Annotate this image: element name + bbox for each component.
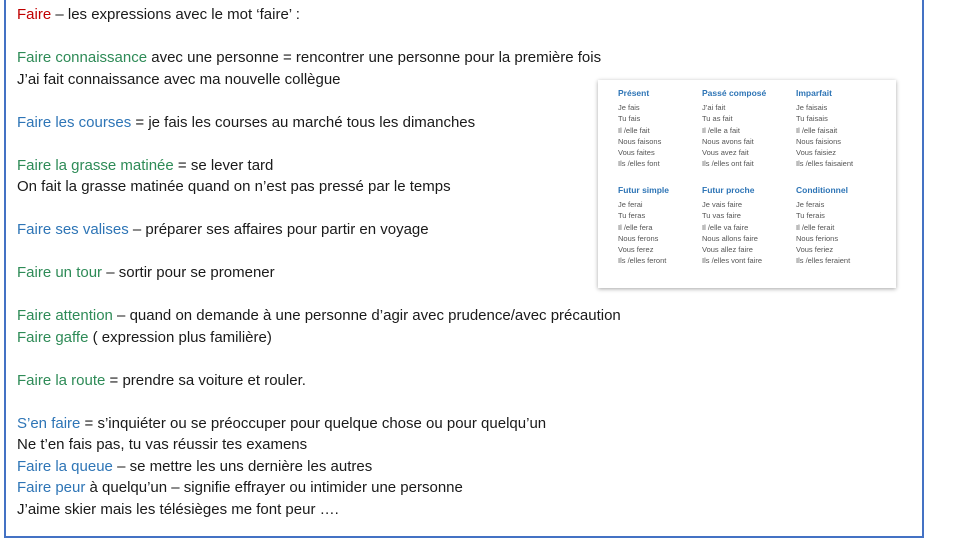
conj-form: Tu vas faire bbox=[702, 211, 741, 221]
expression-rest: – se mettre les uns dernière les autres bbox=[112, 457, 373, 475]
conj-form: Nous allons faire bbox=[702, 233, 758, 243]
expression-rest: Ne t’en fais pas, tu vas réussir tes examens bbox=[17, 436, 308, 453]
conj-header: Passé composé bbox=[702, 88, 767, 98]
expression-key: Faire la grasse matinée bbox=[17, 156, 174, 174]
expression-rest: J’ai fait connaissance avec ma nouvelle collègue bbox=[17, 70, 341, 88]
title-rest: – les expressions avec le mot ‘faire’ : bbox=[51, 6, 300, 23]
conj-form: Vous avez fait bbox=[702, 148, 749, 158]
expression-key: Faire peur bbox=[17, 479, 86, 496]
conj-form: Je faisais bbox=[796, 103, 828, 112]
conj-form: Ils /elles ont fait bbox=[702, 159, 754, 169]
conj-form: Ils /elles font bbox=[618, 159, 660, 169]
expression-rest: avec une personne = rencontrer une personne pour la première fois bbox=[147, 49, 602, 66]
expression-line bbox=[17, 413, 717, 435]
conj-form: Je ferai bbox=[618, 200, 643, 209]
conj-form: Tu fais bbox=[618, 114, 641, 124]
conj-col-futur-proche bbox=[702, 185, 794, 267]
conj-header: Futur simple bbox=[618, 185, 670, 195]
expression-rest: ( expression plus familière) bbox=[88, 328, 272, 346]
conj-form: Vous faisiez bbox=[796, 148, 837, 158]
expression-rest: = je fais les courses au marché tous les dimanches bbox=[131, 113, 476, 131]
conj-form: Vous faites bbox=[618, 148, 655, 158]
conj-form: Vous allez faire bbox=[702, 245, 753, 255]
conj-form: Vous feriez bbox=[796, 245, 834, 255]
title-line bbox=[17, 4, 717, 26]
expression-key: Faire un tour bbox=[17, 264, 103, 281]
conj-form: Je vais faire bbox=[702, 200, 743, 209]
expression-line bbox=[17, 47, 717, 69]
conj-form: Nous ferions bbox=[796, 233, 839, 243]
expression-rest: à quelqu’un – signifie effrayer ou intimider une personne bbox=[85, 479, 463, 496]
conj-form: Ils /elles faisaient bbox=[796, 159, 854, 169]
conj-form: Nous avons fait bbox=[702, 136, 754, 146]
conj-form: Tu faisais bbox=[796, 114, 828, 124]
expression-line bbox=[17, 456, 717, 478]
conj-form: Je ferais bbox=[796, 200, 825, 209]
expression-line bbox=[17, 327, 717, 349]
expression-line bbox=[17, 305, 717, 327]
title-word: Faire bbox=[17, 6, 52, 23]
conj-header: Présent bbox=[618, 88, 650, 98]
conj-form: Ils /elles feraient bbox=[796, 256, 851, 266]
conj-form: Il /elle a fait bbox=[702, 125, 740, 135]
conj-col-imparfait bbox=[796, 88, 888, 170]
expression-key: Faire connaissance bbox=[17, 49, 148, 66]
conj-form: Nous faisons bbox=[618, 136, 662, 146]
expression-line bbox=[17, 370, 717, 392]
expression-rest: – quand on demande à une personne d’agir avec prudence/avec précaution bbox=[112, 307, 621, 324]
conj-form: Nous faisions bbox=[796, 136, 842, 146]
expression-key: Faire gaffe bbox=[17, 328, 89, 346]
conj-form: Il /elle ferait bbox=[796, 222, 835, 232]
expression-key: Faire attention bbox=[17, 307, 113, 324]
expression-rest: – sortir pour se promener bbox=[102, 264, 275, 281]
conj-form: Vous ferez bbox=[618, 245, 654, 255]
conj-form: Ils /elles feront bbox=[618, 256, 667, 266]
conj-form: Nous ferons bbox=[618, 233, 659, 243]
expression-rest: = prendre sa voiture et rouler. bbox=[105, 371, 306, 389]
conj-form: Il /elle fera bbox=[618, 222, 653, 232]
conj-header: Conditionnel bbox=[796, 185, 848, 195]
conj-form: Tu feras bbox=[618, 211, 646, 221]
example-line bbox=[17, 499, 717, 521]
expression-line bbox=[17, 477, 717, 499]
conj-header: Imparfait bbox=[796, 88, 832, 98]
expression-key: S’en faire bbox=[17, 414, 81, 432]
conj-form: Je fais bbox=[618, 103, 640, 112]
conj-form: Tu ferais bbox=[796, 211, 825, 221]
conj-header: Futur proche bbox=[702, 185, 755, 195]
conj-col-conditionnel bbox=[796, 185, 888, 267]
conj-form: Tu as fait bbox=[702, 114, 733, 124]
expression-key: Faire la route bbox=[17, 371, 106, 389]
conj-form: Il /elle va faire bbox=[702, 222, 749, 232]
conj-col-futur-simple bbox=[618, 185, 710, 267]
conj-form: J’ai fait bbox=[702, 103, 726, 112]
conj-col-present bbox=[618, 88, 710, 170]
expression-key: Faire ses valises bbox=[17, 221, 129, 238]
expression-key: Faire la queue bbox=[17, 457, 113, 475]
expression-rest: On fait la grasse matinée quand on n’est pas pressé par le temps bbox=[17, 178, 451, 195]
example-line bbox=[17, 434, 717, 456]
expression-rest: = s’inquiéter ou se préoccuper pour quelque chose ou pour quelqu’un bbox=[80, 414, 547, 432]
conj-form: Il /elle faisait bbox=[796, 125, 838, 135]
expression-key: Faire les courses bbox=[17, 113, 132, 131]
conjugation-table bbox=[598, 80, 896, 288]
expression-rest: J’aime skier mais les télésièges me font peur …. bbox=[17, 500, 339, 518]
expression-rest: = se lever tard bbox=[173, 156, 274, 174]
conj-form: Il /elle fait bbox=[618, 125, 650, 135]
conj-form: Ils /elles vont faire bbox=[702, 256, 763, 266]
expression-rest: – préparer ses affaires pour partir en voyage bbox=[128, 221, 429, 238]
conj-col-passe-compose bbox=[702, 88, 794, 170]
